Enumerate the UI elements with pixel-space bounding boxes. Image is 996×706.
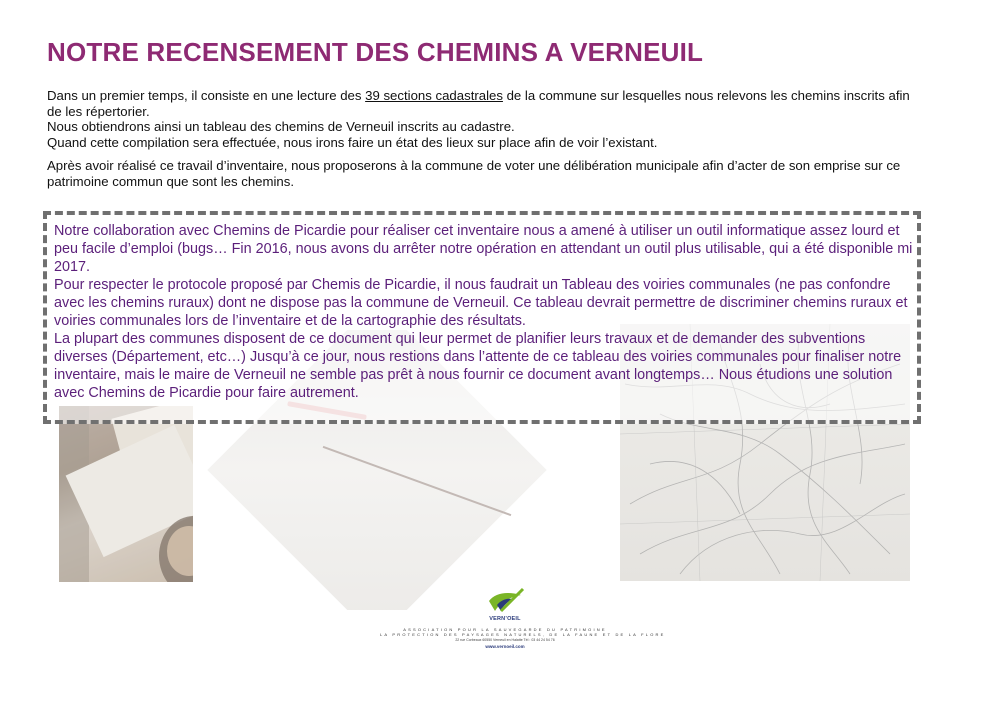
cadastral-sections-link[interactable]: 39 sections cadastrales: [365, 88, 503, 103]
intro-paragraph-1: [47, 88, 927, 119]
intro-text: de la commune sur lesquelles nous relevons les chemins inscrits afin de les répertorier.: [47, 88, 910, 119]
page-title: NOTRE RECENSEMENT DES CHEMINS A VERNEUIL: [47, 37, 704, 67]
intro-paragraph-3: Quand cette compilation sera effectuée, nous irons faire un état des lieux sur place afin de voir l’existant.: [47, 134, 658, 150]
logo-name: VERN’OEIL: [489, 616, 521, 622]
photo-people-with-maps: [59, 406, 193, 582]
notebox-paragraph-3: La plupart des communes disposent de ce document qui leur permet de planifier leurs travaux et de demander des subventions diverses (Département, etc…) Jusqu’à ce jour, nous restions dans l’attente de ce tableau des voiries communales pour finaliser notre inventaire, mais le maire de Verneuil ne semble pas prêt à nous fournir ce document avant longtemps… Nous étudions une solution avec Chemins de Picardie pour faire autrement.: [54, 331, 902, 401]
intro-paragraph-4: Après avoir réalisé ce travail d’inventaire, nous proposerons à la commune de voter une délibération municipale afin d’acter de son emprise sur ce patrimoine commun que sont les chemins.: [47, 158, 901, 189]
logo-website-link[interactable]: www.vernoeil.com: [485, 644, 525, 649]
notebox-paragraph-2: Pour respecter le protocole proposé par Chemis de Picardie, il nous faudrait un Tableau des voiries communales (ne pas confondre avec les chemins ruraux) dont ne dispose pas la commune de Verneuil. Ce tableau devrait permettre de discriminer chemins ruraux et voiries communales lors de l’inventaire et de la cartographie des résultats.: [54, 277, 908, 329]
logo-tagline-2: LA PROTECTION DES PAYSAGES NATURELS, DE LA FAUNE ET DE LA FLORE: [380, 632, 666, 637]
checkmark-eye-logo-icon: [483, 587, 527, 615]
notebox-paragraph-1: Notre collaboration avec Chemins de Picardie pour réaliser cet inventaire nous a amené à utiliser un outil informatique assez lourd et peu facile d’emploi (bugs… Fin 2016, nous avons du arrêter notre opération en attendant un outil plus utilisable, qui a été disponible mi 2017.: [54, 223, 913, 275]
logo-tagline-1: ASSOCIATION POUR LA SAUVEGARDE DU PATRIMOINE: [403, 627, 607, 632]
intro-section: [47, 88, 927, 189]
intro-paragraph-2: Nous obtiendrons ainsi un tableau des chemins de Verneuil inscrits au cadastre.: [47, 119, 515, 134]
logo-address: 22 rue Corbeaux 60550 Verneuil en Halatte Tél : 03 44 24 54 76: [455, 638, 555, 642]
footer-logo: [380, 585, 666, 655]
intro-text: Dans un premier temps, il consiste en une lecture des: [47, 88, 366, 103]
notebox-content: [54, 222, 914, 402]
